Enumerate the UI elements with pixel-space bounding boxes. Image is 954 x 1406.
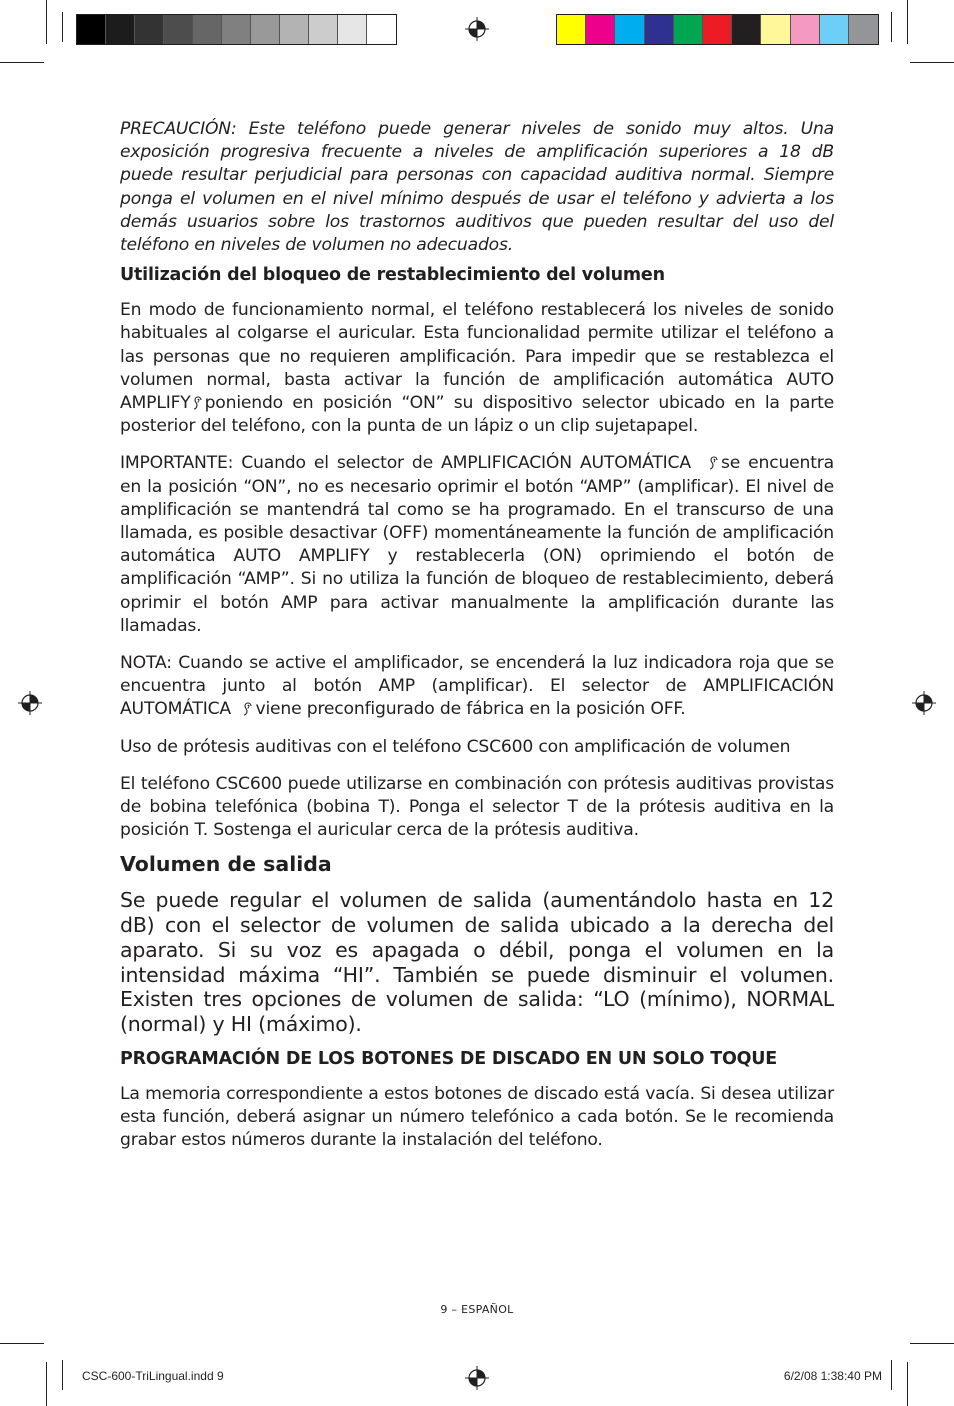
color-swatch (791, 15, 820, 44)
registration-mark-icon (18, 691, 42, 715)
registration-mark-icon (912, 691, 936, 715)
note-text: viene preconfigurado de fábrica en la posición OFF. (255, 699, 686, 720)
color-swatch (280, 15, 309, 44)
ear-icon (243, 700, 253, 717)
color-swatch (645, 15, 674, 44)
process-color-bar (556, 14, 879, 45)
hearing-aid-paragraph: El teléfono CSC600 puede utilizarse en combinación con prótesis auditivas provistas de bobina telefónica (bobina T). Ponga el selector T de la prótesis auditiva en la posición T. Sostenga el auricular cerca de la prótesis auditiva. (120, 773, 834, 841)
caution-paragraph: PRECAUCIÓN: Este teléfono puede generar niveles de sonido muy altos. Una exposición progresiva frecuente a niveles de amplificación superiores a 18 dB puede resultar perjudicial para personas con capacidad auditiva normal. Siempre ponga el volumen en el nivel mínimo después de usar el teléfono y advierta a los demás usuarios sobre los trastornos auditivos que pueden resultar del uso del teléfono en niveles de volumen no adecuados. (120, 119, 834, 256)
color-swatch (338, 15, 367, 44)
crop-mark (62, 12, 63, 42)
registration-mark-icon (465, 17, 489, 41)
color-swatch (849, 15, 878, 44)
color-swatch (251, 15, 280, 44)
output-volume-heading: Volumen de salida (120, 852, 332, 877)
note-paragraph (120, 652, 834, 722)
color-swatch (309, 15, 338, 44)
output-volume-paragraph: Se puede regular el volumen de salida (aumentándolo hasta en 12 dB) con el selector de volumen de salida ubicado a la derecha del aparato. Si su voz es apagada o débil, ponga el volumen en la intensidad máxima “HI”. También se puede disminuir el volumen. Existen tres opciones de volumen de salida: “LO (mínimo), NORMAL (normal) y HI (máximo). (120, 888, 834, 1036)
color-swatch (674, 15, 703, 44)
grayscale-color-bar (76, 14, 397, 45)
crop-mark (46, 1362, 47, 1406)
slug-timestamp: 6/2/08 1:38:40 PM (783, 1369, 882, 1383)
crop-mark (0, 1343, 44, 1344)
crop-mark (891, 1360, 892, 1390)
crop-mark (46, 0, 47, 44)
color-swatch (222, 15, 251, 44)
color-swatch (106, 15, 135, 44)
hearing-aid-heading: Uso de prótesis auditivas con el teléfono CSC600 con amplificación de volumen (120, 736, 791, 757)
speed-dial-heading: PROGRAMACIÓN DE LOS BOTONES DE DISCADO EN UN SOLO TOQUE (120, 1048, 778, 1069)
crop-mark (0, 62, 44, 63)
speed-dial-paragraph: La memoria correspondiente a estos botones de discado está vacía. Si desea utilizar esta función, deberá asignar un número telefónico a cada botón. Se le recomienda grabar estos números durante la instalación del teléfono. (120, 1083, 834, 1151)
crop-mark (891, 12, 892, 42)
color-swatch (761, 15, 790, 44)
page-number: 9 – ESPAÑOL (440, 1303, 514, 1316)
color-swatch (732, 15, 761, 44)
crop-mark (907, 1362, 908, 1406)
important-text: se encuentra en la posición “ON”, no es necesario oprimir el botón “AMP” (amplificar). El nivel de amplificación se mantendrá tal como se ha programado. En el transcurso de una llamada, es posible desactivar (OFF) momentáneamente la función de amplificación automática AUTO AMPLIFY y restablecerla (ON) oprimiendo el botón de amplificación “AMP”. Si no utiliza la función de bloqueo de restablecimiento, deberá oprimir el botón AMP para activar manualmente la amplificación durante las llamadas. (120, 453, 834, 636)
note-text: NOTA: Cuando se active el amplificador, se encenderá la luz indicadora roja que se encuentra junto al botón AMP (amplificar). El selector de AMPLIFICACIÓN AUTOMÁTICA (120, 653, 834, 720)
color-swatch (77, 15, 106, 44)
color-swatch (164, 15, 193, 44)
color-swatch (193, 15, 222, 44)
lock-paragraph-text: En modo de funcionamiento normal, el teléfono restablecerá los niveles de sonido habituales al colgarse el auricular. Esta funcionalidad permite utilizar el teléfono a las personas que no requieren amplificación. Para impedir que se restablezca el volumen normal, basta activar la función de amplificación automática AUTO AMPLIFY (120, 300, 834, 414)
important-text: IMPORTANTE: Cuando el selector de AMPLIFICACIÓN AUTOMÁTICA (120, 453, 691, 474)
color-swatch (615, 15, 644, 44)
lock-paragraph (120, 299, 834, 438)
crop-mark (907, 0, 908, 44)
important-paragraph (120, 452, 834, 638)
color-swatch (703, 15, 732, 44)
registration-mark-icon (465, 1366, 489, 1390)
color-swatch (820, 15, 849, 44)
ear-icon (709, 454, 719, 471)
color-swatch (367, 15, 396, 44)
slug-file-name: CSC-600-TriLingual.indd 9 (82, 1369, 224, 1383)
crop-mark (62, 1360, 63, 1390)
color-swatch (135, 15, 164, 44)
page-content (120, 118, 834, 1152)
color-swatch (557, 15, 586, 44)
crop-mark (910, 1343, 954, 1344)
ear-icon (193, 394, 203, 411)
crop-mark (910, 62, 954, 63)
color-swatch (586, 15, 615, 44)
lock-paragraph-text: poniendo en posición “ON” su dispositivo selector ubicado en la parte posterior del teléfono, con la punta de un lápiz o un clip sujetapapel. (120, 393, 834, 437)
lock-heading: Utilización del bloqueo de restablecimiento del volumen (120, 265, 665, 286)
